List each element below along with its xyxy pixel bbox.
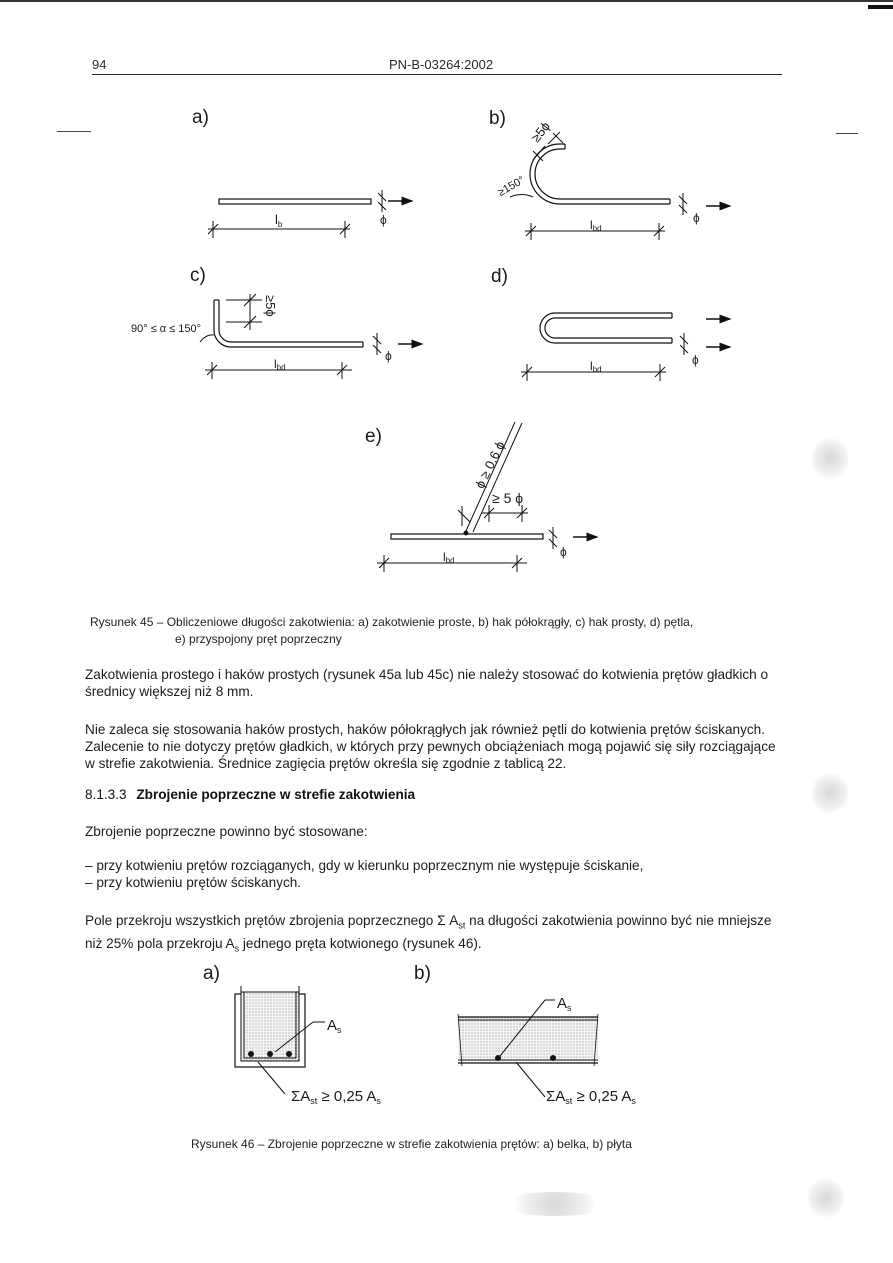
scan-artifact [812,435,848,481]
length-label: lbd [274,357,286,372]
diameter-label: ϕ [380,213,387,227]
scan-artifact [808,1176,844,1220]
figure-46-caption: Rysunek 46 – Zbrojenie poprzeczne w strefie zakotwienia prętów: a) belka, b) płyta [191,1137,632,1151]
cross-dim: ϕ ≥ 0,6 ϕ [471,438,508,491]
length-label: lbd [443,550,455,565]
scan-artifact [812,770,848,816]
diameter-label: ϕ [693,211,700,225]
diameter-label: ϕ [560,545,567,559]
bend-angle-range: 90° ≤ α ≤ 150° [131,323,202,335]
panel-label: c) [190,265,206,286]
caption-line: Rysunek 45 – Obliczeniowe długości zakotwienia: a) zakotwienie proste, b) hak półokrągły, c) hak prosty, d) pętla, [90,615,694,629]
rebar [267,1051,273,1057]
figure-45 [0,0,893,600]
diameter-ticks [680,333,688,355]
cross-ticks [458,506,470,526]
formula: $\Sigma A_{st} \ge 0,25$ $A_s$ [546,1088,636,1106]
hooked-bar [535,149,670,199]
diameter-ticks [549,527,557,549]
hooked-bar [219,300,363,342]
paragraph: Zakotwienia prostego i haków prostych (rysunek 45a lub 45c) nie należy stosować do kotwienia prętów gładkich o średnicy większej niż 8 mm. [85,667,769,699]
caption-line: e) przyspojony pręt poprzeczny [175,632,342,646]
rebar [286,1051,292,1057]
section-title: Zbrojenie poprzeczne w strefie zakotwienia [136,787,416,802]
bullet-list [85,857,785,891]
cross-bar [464,531,469,536]
panel-label: d) [491,266,508,287]
bend-angle: ≥150° [495,174,527,199]
panel-d [491,266,730,381]
page-number: 94 [92,57,107,72]
as-label: $A_s$ [327,1017,342,1035]
panel-label: e) [365,426,382,447]
scan-artifact [500,1192,610,1216]
panel-c [131,265,422,379]
diameter-label: ϕ [385,349,392,363]
rebar [550,1055,556,1061]
diameter-ticks [378,190,386,212]
rebar [248,1051,254,1057]
hook-dim: ≥5ϕ [527,118,554,145]
panel-e [365,422,597,572]
panel-label: b) [489,108,506,129]
formula: $\Sigma A_{st} \ge 0,25$ $A_s$ [291,1088,381,1106]
standard-id: PN-B-03264:2002 [389,57,494,72]
section-heading [85,787,415,802]
paragraph: Pole przekroju wszystkich prętów zbrojenia poprzecznego Σ $A_{st}$ na długości zakotwienia powinno być nie mniejsze niż 25% pola przekroju $A_s$ jednego pręta kotwionego (rysunek 46). [85,913,772,954]
leader [516,1062,545,1097]
bar [219,199,371,204]
hook-dim: ≥5ϕ [263,295,278,317]
list-item: – przy kotwieniu prętów rozciąganych, gdy w kierunku poprzecznym nie występuje ściskanie, [85,858,644,873]
length-label: $l_b$ [275,212,283,229]
length-label: lbd [590,218,602,233]
panel-label: b) [414,963,431,984]
diameter-label: ϕ [692,353,699,367]
hook-dim-ticks [226,294,262,330]
panel-a [203,963,381,1106]
list-item: – przy kotwieniu prętów ściskanych. [85,875,302,890]
panel-b [489,108,730,240]
figure-46 [0,950,893,1120]
as-label: $A_s$ [557,995,572,1013]
length-label: lbd [590,359,602,374]
paragraph: Nie zaleca się stosowania haków prostych, haków półokrągłych jak również pętli do kotwienia prętów ściskanych. Zalecenie to nie dotyczy prętów gładkich, w których przy pewnych obciążeniach mogą pojawić się siły rozciągające w strefie zakotwienia. Średnice zagięcia prętów określa się zgodnie z tablicą 22. [85,722,776,771]
panel-label: a) [192,107,209,128]
paragraph: Zbrojenie poprzeczne powinno być stosowane: [85,824,368,839]
diameter-ticks [679,193,687,215]
figure-45-caption [90,614,790,648]
slab-section [458,1017,598,1063]
section-number: 8.1.3.3 [85,787,127,802]
panel-b [414,963,636,1106]
panel-label: a) [203,963,220,984]
diameter-ticks [373,333,381,355]
spacing-dim: ≥ 5 ϕ [492,490,524,506]
panel-a [192,107,412,238]
